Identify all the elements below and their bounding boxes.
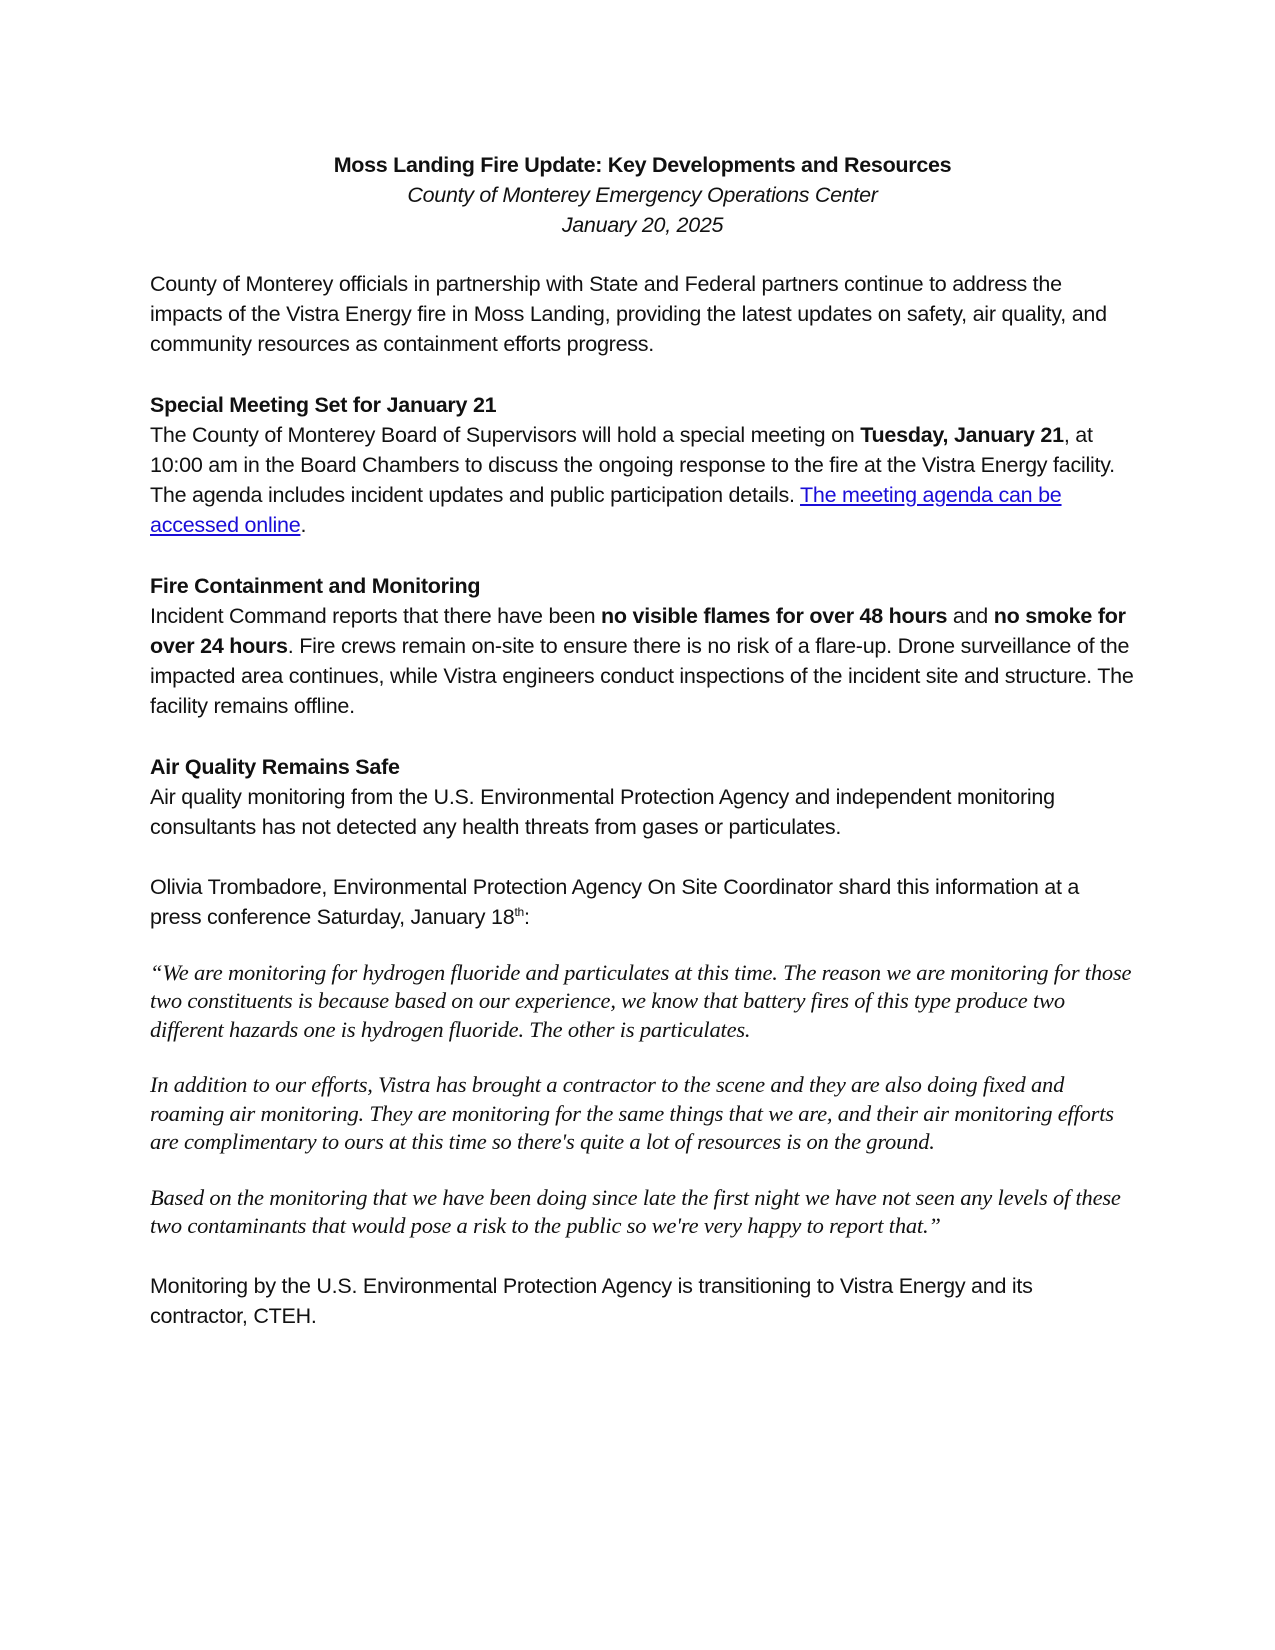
transition-paragraph: Monitoring by the U.S. Environmental Protection Agency is transitioning to Vistra Energy and its contractor, CTEH. xyxy=(150,1273,1033,1328)
meeting-date-bold: Tuesday, January 21 xyxy=(860,422,1064,447)
containment-text-2: and xyxy=(947,603,994,628)
meeting-text-3: . xyxy=(300,513,307,538)
meeting-section xyxy=(150,390,1135,541)
containment-heading: Fire Containment and Monitoring xyxy=(150,573,481,598)
ordinal-suffix: th xyxy=(514,905,524,920)
quote-paragraph-2: In addition to our efforts, Vistra has brought a contractor to the scene and they are also doing fixed and roaming air monitoring. They are monitoring for the same things that we are, and their air monitoring efforts are complimentary to ours at this time so there's quite a lot of resources is on the ground. xyxy=(150,1072,1114,1155)
quote-paragraph-1: “We are monitoring for hydrogen fluoride and particulates at this time. The reason we are monitoring for those two constituents is because based on our experience, we know that battery fires of this type produce two different hazards one is hydrogen fluoride. The other is particulates. xyxy=(150,959,1132,1042)
attribution-text-2: : xyxy=(523,905,530,930)
no-flames-bold: no visible flames for over 48 hours xyxy=(601,603,948,628)
document-title: Moss Landing Fire Update: Key Developments and Resources xyxy=(333,153,952,177)
document-subtitle: County of Monterey Emergency Operations Center xyxy=(407,183,878,207)
intro-paragraph: County of Monterey officials in partnership with State and Federal partners continue to address the impacts of the Vistra Energy fire in Moss Landing, providing the latest updates on safety, air quality, and community resources as containment efforts progress. xyxy=(150,272,1107,357)
meeting-heading: Special Meeting Set for January 21 xyxy=(150,392,497,417)
attribution-text-1: Olivia Trombadore, Environmental Protection Agency On Site Coordinator shard this information at a press conference Saturday, January 18 xyxy=(150,875,1080,930)
press-release-page xyxy=(150,150,1135,1361)
meeting-agenda-link[interactable]: The meeting agenda can be accessed online xyxy=(150,483,1062,538)
meeting-text-2: , at 10:00 am in the Board Chambers to discuss the ongoing response to the fire at the Vistra Energy facility. The agenda includes incident updates and public participation details. xyxy=(150,422,1115,508)
containment-text-3: . Fire crews remain on-site to ensure there is no risk of a flare-up. Drone surveillance of the impacted area continues, while Vistra engineers conduct inspections of the incident site and structure. The facility remains offline. xyxy=(150,634,1134,719)
document-header xyxy=(150,150,1135,240)
meeting-text-1: The County of Monterey Board of Supervisors will hold a special meeting on xyxy=(150,422,861,447)
no-smoke-bold: no smoke for over 24 hours xyxy=(150,603,1126,659)
air-quality-section xyxy=(150,752,1135,843)
containment-section xyxy=(150,571,1135,722)
attribution-paragraph xyxy=(150,872,1135,932)
air-quality-text: Air quality monitoring from the U.S. Environmental Protection Agency and independent monitoring consultants has not detected any health threats from gases or particulates. xyxy=(150,784,1055,840)
air-quality-heading: Air Quality Remains Safe xyxy=(150,754,400,779)
document-date: January 20, 2025 xyxy=(561,213,724,237)
quote-paragraph-3: Based on the monitoring that we have been doing since late the first night we have not seen any levels of these two contaminants that would pose a risk to the public so we're very happy to report that.” xyxy=(150,1184,1121,1239)
containment-text-1: Incident Command reports that there have been xyxy=(150,603,602,628)
